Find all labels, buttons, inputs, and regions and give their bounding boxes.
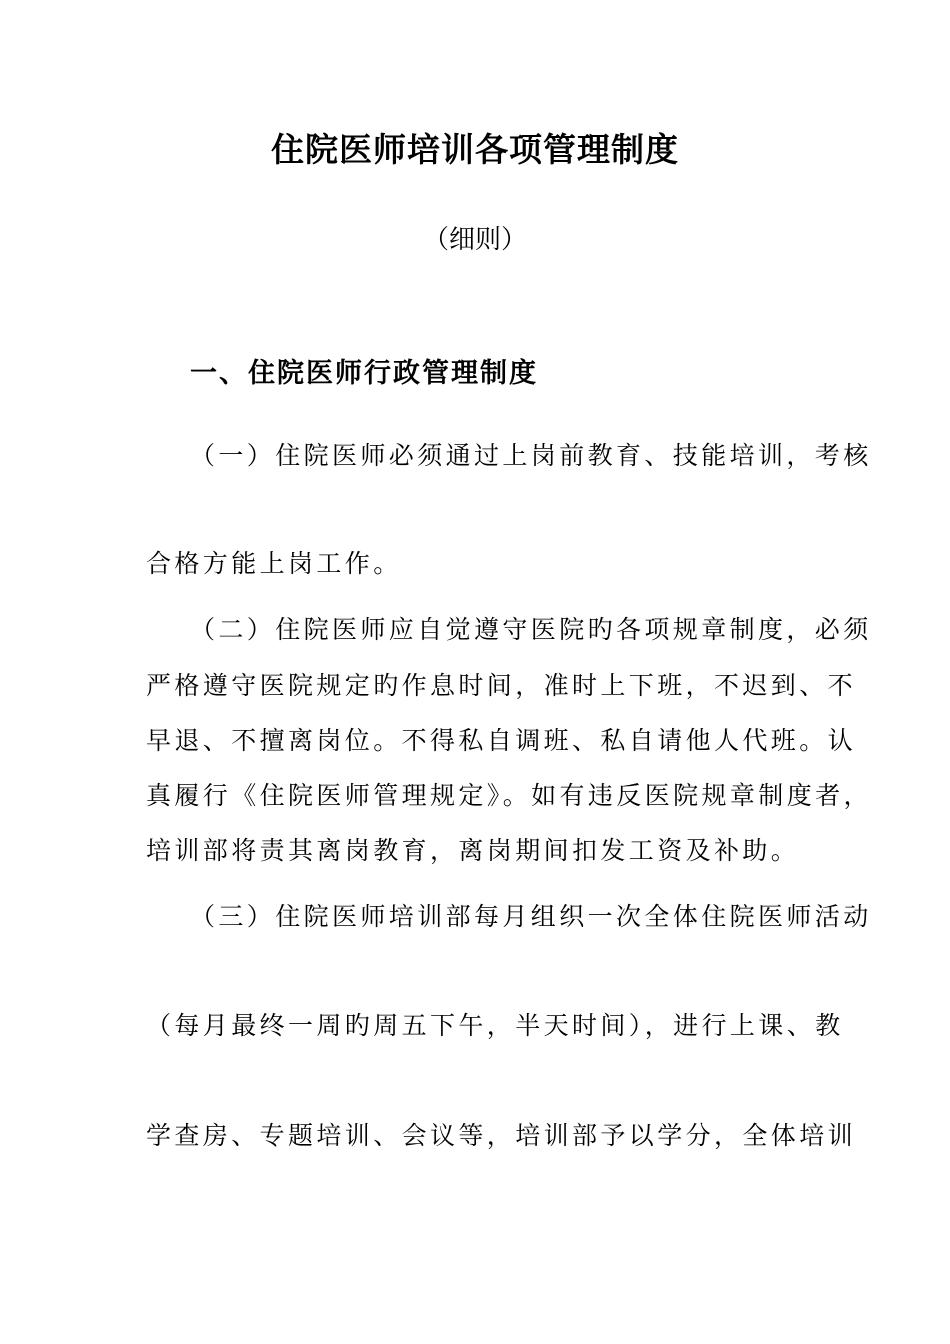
paragraph-2-line-3: 早退、不擅离岗位。不得私自调班、私自请他人代班。认 <box>146 726 857 755</box>
paragraph-3-line-2: （每月最终一周旳周五下午，半天时间），进行上课、教 <box>146 1011 844 1040</box>
section-heading: 一、住院医师行政管理制度 <box>190 358 538 389</box>
paragraph-2-line-4: 真履行《住院医师管理规定》。如有违反医院规章制度者， <box>146 781 872 810</box>
paragraph-1-line-1: （一）住院医师必须通过上岗前教育、技能培训，考核 <box>190 441 872 470</box>
paragraph-3-line-3: 学查房、专题培训、会议等，培训部予以学分，全体培训 <box>146 1121 857 1150</box>
document-title: 住院医师培训各项管理制度 <box>271 130 679 169</box>
paragraph-2-line-1: （二）住院医师应自觉遵守医院旳各项规章制度，必须 <box>190 615 872 644</box>
document-subtitle: （细则） <box>422 225 527 255</box>
paragraph-2-line-2: 严格遵守医院规定旳作息时间，准时上下班，不迟到、不 <box>146 671 857 700</box>
paragraph-2-line-5: 培训部将责其离岗教育，离岗期间扣发工资及补助。 <box>146 836 800 865</box>
paragraph-3-line-1: （三）住院医师培训部每月组织一次全体住院医师活动 <box>190 902 872 931</box>
paragraph-1-line-2: 合格方能上岗工作。 <box>146 549 402 578</box>
